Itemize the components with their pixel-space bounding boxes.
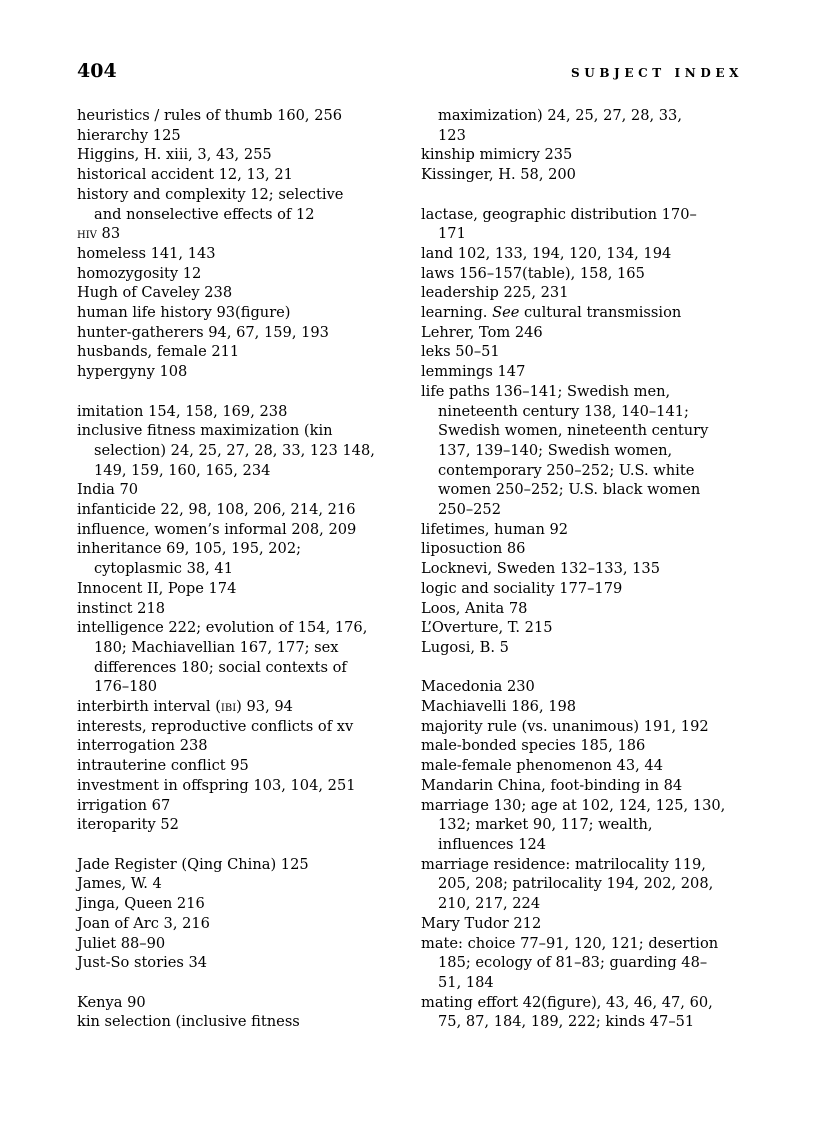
index-entry-continuation: 123	[438, 126, 466, 144]
hiv-abbreviation: hiv	[77, 225, 97, 243]
index-entry: marriage 130; age at 102, 124, 125, 130,	[421, 796, 726, 814]
index-entry: Lugosi, B. 5	[421, 638, 509, 656]
index-entry-continuation: differences 180; social contexts of	[94, 658, 347, 676]
index-entry-continuation: cytoplasmic 38, 41	[94, 560, 234, 578]
index-entry-continuation: women 250–252; U.S. black women	[438, 481, 701, 499]
index-entry: Kissinger, H. 58, 200	[421, 166, 576, 184]
index-entry: inheritance 69, 105, 195, 202;	[77, 540, 302, 558]
index-entry: Higgins, H. xiii, 3, 43, 255	[77, 146, 272, 164]
index-entry: lemmings 147	[421, 363, 526, 381]
hiv-pages: 83	[96, 225, 121, 243]
index-entry-continuation: 185; ecology of 81–83; guarding 48–	[438, 954, 708, 972]
index-entry: Kenya 90	[77, 993, 146, 1011]
index-entry: Joan of Arc 3, 216	[77, 914, 210, 932]
index-entry: Jinga, Queen 216	[77, 895, 205, 913]
index-entry: mate: choice 77–91, 120, 121; desertion	[421, 934, 719, 952]
letter-group-gap	[421, 185, 751, 205]
index-entry: interests, reproductive conflicts of xv	[77, 717, 354, 735]
left-column	[77, 106, 397, 1032]
index-entry: Jade Register (Qing China) 125	[77, 855, 309, 873]
running-head: SUBJECT INDEX	[570, 66, 743, 80]
index-entry: land 102, 133, 194, 120, 134, 194	[421, 244, 672, 262]
learning-target: cultural transmission	[519, 304, 682, 322]
index-entry: leadership 225, 231	[421, 284, 569, 302]
index-entry: irrigation 67	[77, 796, 171, 814]
index-entry: kinship mimicry 235	[421, 146, 573, 164]
index-entry: male-bonded species 185, 186	[421, 737, 646, 755]
ibi-abbreviation: ibi	[220, 698, 237, 716]
index-entry: male-female phenomenon 43, 44	[421, 757, 663, 775]
index-entry: human life history 93(figure)	[77, 304, 291, 322]
letter-group-gap	[77, 973, 397, 993]
index-entry: intrauterine conflict 95	[77, 757, 249, 775]
index-entry: logic and sociality 177–179	[421, 579, 623, 597]
index-entry-continuation: 180; Machiavellian 167, 177; sex	[94, 638, 339, 656]
index-entry: Hugh of Caveley 238	[77, 284, 233, 302]
index-entry: hypergyny 108	[77, 363, 188, 381]
index-entry: hunter-gatherers 94, 67, 159, 193	[77, 323, 329, 341]
index-entry: mating effort 42(figure), 43, 46, 47, 60,	[421, 993, 713, 1011]
index-entry: instinct 218	[77, 599, 166, 617]
index-entry: homeless 141, 143	[77, 244, 216, 262]
index-entry: kin selection (inclusive fitness	[77, 1013, 300, 1031]
letter-group-gap	[77, 382, 397, 402]
index-entry-continuation: 137, 139–140; Swedish women,	[438, 441, 673, 459]
index-entry	[421, 303, 751, 323]
index-entry: Mandarin China, foot-binding in 84	[421, 776, 683, 794]
letter-group-gap	[421, 658, 751, 678]
index-entry-continuation: 205, 208; patrilocality 194, 202, 208,	[438, 875, 714, 893]
index-entry: imitation 154, 158, 169, 238	[77, 402, 288, 420]
index-entry: leks 50–51	[421, 343, 500, 361]
index-entry: lifetimes, human 92	[421, 520, 569, 538]
index-entry-continuation: 210, 217, 224	[438, 895, 541, 913]
see-reference: See	[492, 304, 520, 322]
index-entry: liposuction 86	[421, 540, 526, 558]
index-entry-continuation: selection) 24, 25, 27, 28, 33, 123 148,	[94, 441, 375, 459]
index-entry: Machiavelli 186, 198	[421, 698, 577, 716]
index-entry: infanticide 22, 98, 108, 206, 214, 216	[77, 501, 356, 519]
index-entry: hierarchy 125	[77, 126, 181, 144]
index-entry-continuation: 75, 87, 184, 189, 222; kinds 47–51	[438, 1013, 695, 1031]
right-column	[421, 106, 751, 1032]
index-entry	[77, 224, 397, 244]
index-entry-continuation: maximization) 24, 25, 27, 28, 33,	[438, 107, 682, 124]
index-entry-continuation: and nonselective effects of 12	[94, 205, 315, 223]
index-entry: heuristics / rules of thumb 160, 256	[77, 107, 343, 124]
index-entry-continuation: nineteenth century 138, 140–141;	[438, 402, 689, 420]
index-entry: majority rule (vs. unanimous) 191, 192	[421, 717, 709, 735]
index-entry: Innocent II, Pope 174	[77, 579, 237, 597]
index-entry: life paths 136–141; Swedish men,	[421, 382, 671, 400]
index-entry: influence, women’s informal 208, 209	[77, 520, 357, 538]
index-entry: inclusive fitness maximization (kin	[77, 422, 333, 440]
index-entry-continuation: 149, 159, 160, 165, 234	[94, 461, 271, 479]
index-entry: James, W. 4	[77, 875, 162, 893]
learning-text: learning.	[421, 304, 493, 322]
index-entry: Mary Tudor 212	[421, 914, 542, 932]
index-entry-continuation: 171	[438, 225, 466, 243]
index-entry: husbands, female 211	[77, 343, 240, 361]
index-entry: Just-So stories 34	[77, 954, 208, 972]
index-entry-continuation: contemporary 250–252; U.S. white	[438, 461, 695, 479]
index-entry: historical accident 12, 13, 21	[77, 166, 293, 184]
index-entry: Macedonia 230	[421, 678, 535, 696]
letter-group-gap	[77, 835, 397, 855]
index-entry: investment in offspring 103, 104, 251	[77, 776, 356, 794]
index-entry-continuation: Swedish women, nineteenth century	[438, 422, 709, 440]
index-entry-continuation: 250–252	[438, 501, 502, 519]
index-entry-continuation: 132; market 90, 117; wealth,	[438, 816, 653, 834]
index-entry-continuation: 51, 184	[438, 973, 494, 991]
index-entry: lactase, geographic distribution 170–	[421, 205, 697, 223]
index-entry: Loos, Anita 78	[421, 599, 528, 617]
index-entry-continuation: 176–180	[94, 678, 158, 696]
index-entry: iteroparity 52	[77, 816, 179, 834]
index-entry: homozygosity 12	[77, 264, 202, 282]
index-entry: history and complexity 12; selective	[77, 185, 344, 203]
index-entry: India 70	[77, 481, 139, 499]
interbirth-text: interbirth interval (	[77, 698, 221, 716]
interbirth-pages: ) 93, 94	[236, 698, 293, 716]
index-entry: Locknevi, Sweden 132–133, 135	[421, 560, 661, 578]
index-entry: L’Overture, T. 215	[421, 619, 553, 637]
index-entry: interrogation 238	[77, 737, 208, 755]
index-entry	[77, 697, 397, 717]
index-entry: marriage residence: matrilocality 119,	[421, 855, 706, 873]
index-entry: laws 156–157(table), 158, 165	[421, 264, 645, 282]
index-entry-continuation: influences 124	[438, 835, 547, 853]
index-entry: Juliet 88–90	[77, 934, 166, 952]
page-number: 404	[77, 60, 117, 82]
index-entry: Lehrer, Tom 246	[421, 323, 543, 341]
index-entry: intelligence 222; evolution of 154, 176,	[77, 619, 368, 637]
